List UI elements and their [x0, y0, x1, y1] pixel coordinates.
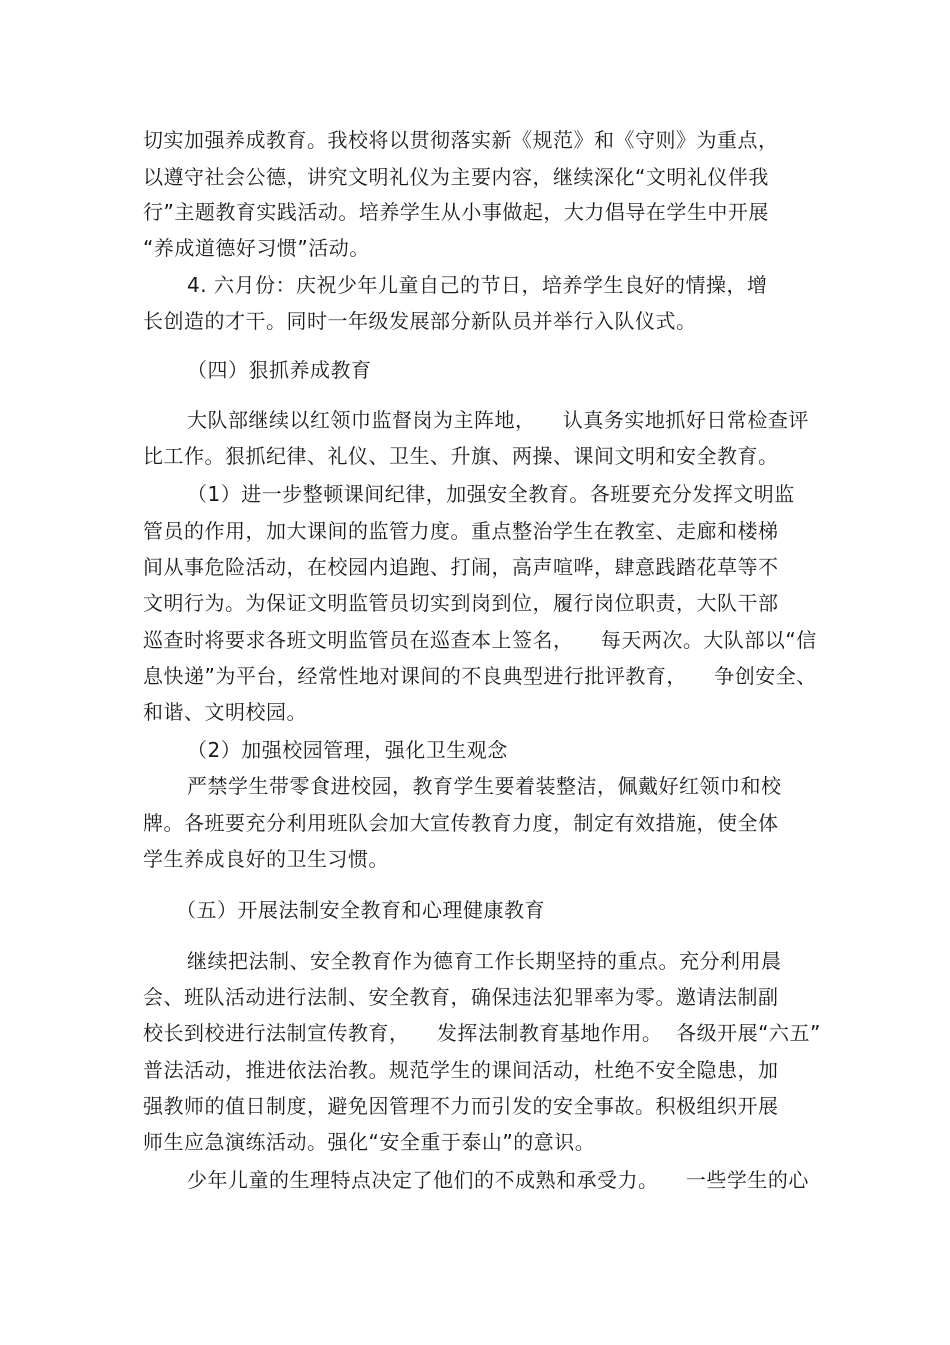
text-line: 少年儿童的生理特点决定了他们的不成熟和承受力。 一些学生的心: [187, 1168, 809, 1192]
text-line: 行”主题教育实践活动。培养学生从小事做起，大力倡导在学生中开展: [143, 200, 769, 224]
text-line: 巡查时将要求各班文明监管员在巡查本上签名， 每天两次。大队部以“信: [143, 628, 817, 652]
text-line: 大队部继续以红领巾监督岗为主阵地， 认真务实地抓好日常检查评: [187, 408, 809, 432]
text-line: 牌。各班要充分利用班队会加大宣传教育力度，制定有效措施，使全体: [143, 811, 779, 835]
text-line: 和谐、文明校园。: [143, 700, 307, 724]
text-line: 长创造的才干。同时一年级发展部分新队员并举行入队仪式。: [143, 309, 697, 333]
text-line: 文明行为。为保证文明监管员切实到岗到位，履行岗位职责，大队干部: [143, 591, 779, 615]
text-line: 息快递”为平台，经常性地对课间的不良典型进行批评教育， 争创安全、: [143, 664, 817, 688]
text-line: （2）加强校园管理，强化卫生观念: [187, 738, 508, 762]
text-line: 学生养成良好的卫生习惯。: [143, 847, 389, 871]
section-heading: （五）开展法制安全教育和心理健康教育: [176, 898, 545, 922]
text-line: 4. 六月份：庆祝少年儿童自己的节日，培养学生良好的情操，增: [187, 273, 768, 297]
text-line: 间从事危险活动，在校园内追跑、打闹，高声喧哗，肆意践踏花草等不: [143, 555, 779, 579]
text-line: “养成道德好习惯”活动。: [143, 236, 370, 260]
text-line: 会、班队活动进行法制、安全教育，确保违法犯罪率为零。邀请法制副: [143, 985, 779, 1009]
section-heading: （四）狠抓养成教育: [187, 358, 372, 382]
text-line: 继续把法制、安全教育作为德育工作长期坚持的重点。充分利用晨: [187, 949, 782, 973]
text-line: 普法活动，推进依法治教。规范学生的课间活动，杜绝不安全隐患，加: [143, 1058, 779, 1082]
text-line: 校长到校进行法制宣传教育， 发挥法制教育基地作用。 各级开展“六五”: [143, 1021, 821, 1045]
text-line: 强教师的值日制度，避免因管理不力而引发的安全事故。积极组织开展: [143, 1094, 779, 1118]
text-line: （1）进一步整顿课间纪律，加强安全教育。各班要充分发挥文明监: [187, 482, 795, 506]
text-line: 管员的作用，加大课间的监管力度。重点整治学生在教室、走廊和楼梯: [143, 519, 779, 543]
text-line: 严禁学生带零食进校园，教育学生要着装整洁，佩戴好红领巾和校: [187, 774, 782, 798]
text-line: 师生应急演练活动。强化“安全重于泰山”的意识。: [143, 1130, 596, 1154]
text-line: 比工作。狠抓纪律、礼仪、卫生、升旗、两操、课间文明和安全教育。: [143, 444, 779, 468]
text-line: 切实加强养成教育。我校将以贯彻落实新《规范》和《守则》为重点，: [143, 128, 779, 152]
text-line: 以遵守社会公德，讲究文明礼仪为主要内容，继续深化“文明礼仪伴我: [143, 165, 769, 189]
